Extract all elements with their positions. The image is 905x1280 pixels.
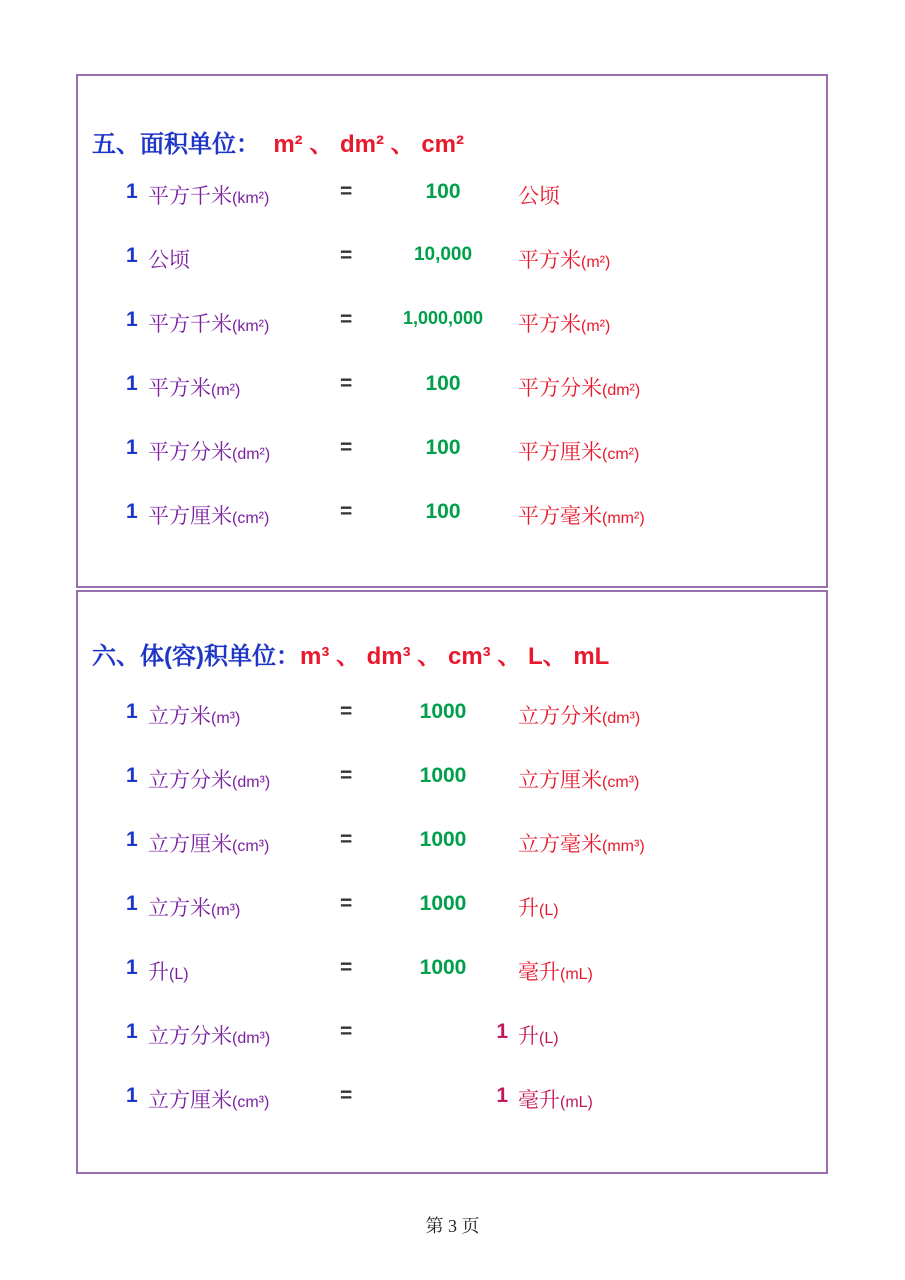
row-left-unit: 立方米(m³) [148,705,241,728]
row-right-unit: 升(L) [518,897,559,920]
row-number: 1 [126,1020,138,1043]
row-value: 1000 [419,892,467,915]
section-area-title-seq: 五、 [92,131,140,158]
row-left-unit: 平方千米(km²) [148,185,270,208]
table-row [78,436,826,476]
row-right-unit: 毫升(mL) [518,961,593,984]
row-equals: = [340,244,353,267]
row-number: 1 [126,308,138,331]
row-equals: = [340,828,353,851]
row-value: 1000 [419,956,467,979]
row-equals: = [340,500,353,523]
row-value: 1,000,000 [402,308,484,328]
row-equals: = [340,372,353,395]
table-row [78,1084,826,1124]
row-number: 1 [126,500,138,523]
table-row [78,308,826,348]
row-left-unit: 立方厘米(cm³) [148,833,270,856]
row-value: 1 [496,1084,508,1107]
section-volume-title-main: 体(容)积单位： [140,643,300,670]
row-left-unit: 平方千米(km²) [148,313,270,336]
section-volume-units [76,590,828,1174]
row-left-unit: 公顷 [148,249,190,272]
row-value: 1000 [419,700,467,723]
table-row [78,244,826,284]
table-row [78,700,826,740]
section-area-title [92,124,464,159]
row-equals: = [340,308,353,331]
row-equals: = [340,764,353,787]
row-equals: = [340,1084,353,1107]
page-footer: 第 3 页 [425,1216,480,1236]
row-value: 1 [496,1020,508,1043]
row-value: 100 [425,436,461,459]
row-equals: = [340,436,353,459]
row-left-unit: 立方分米(dm³) [148,769,271,792]
row-right-unit: 公顷 [518,185,560,208]
table-row [78,500,826,540]
section-volume-title [92,636,609,671]
row-number: 1 [126,892,138,915]
row-right-unit: 平方米(m²) [518,313,611,336]
section-volume-title-seq: 六、 [92,643,140,670]
row-left-unit: 升(L) [148,961,189,984]
table-row [78,956,826,996]
row-value: 100 [425,180,461,203]
row-value: 1000 [419,828,467,851]
row-number: 1 [126,180,138,203]
row-left-unit: 立方分米(dm³) [148,1025,271,1048]
row-value: 10,000 [413,244,473,265]
row-equals: = [340,1020,353,1043]
table-row [78,828,826,868]
row-right-unit: 平方厘米(cm²) [518,441,640,464]
row-value: 1000 [419,764,467,787]
row-right-unit: 平方米(m²) [518,249,611,272]
table-row [78,372,826,412]
row-right-unit: 平方毫米(mm²) [518,505,645,528]
table-row [78,892,826,932]
table-row [78,180,826,220]
row-right-unit: 平方分米(dm²) [518,377,641,400]
row-value: 100 [425,372,461,395]
row-right-unit: 毫升(mL) [518,1089,593,1112]
row-equals: = [340,892,353,915]
row-left-unit: 平方米(m²) [148,377,241,400]
row-number: 1 [126,372,138,395]
table-row [78,764,826,804]
row-number: 1 [126,436,138,459]
row-equals: = [340,700,353,723]
section-volume-title-units: m³ 、 dm³ 、 cm³ 、 L、 mL [299,643,610,670]
row-number: 1 [126,700,138,723]
section-area-title-main: 面积单位： [140,131,260,158]
section-area-title-units: m² 、 dm² 、 cm² [273,131,465,158]
section-area-units [76,74,828,588]
row-right-unit: 立方厘米(cm³) [518,769,640,792]
row-number: 1 [126,244,138,267]
row-equals: = [340,956,353,979]
row-number: 1 [126,1084,138,1107]
row-number: 1 [126,828,138,851]
row-left-unit: 平方分米(dm²) [148,441,271,464]
row-value: 100 [425,500,461,523]
row-number: 1 [126,764,138,787]
row-number: 1 [126,956,138,979]
table-row [78,1020,826,1060]
row-left-unit: 立方米(m³) [148,897,241,920]
row-right-unit: 立方毫米(mm³) [518,833,645,856]
row-left-unit: 立方厘米(cm³) [148,1089,270,1112]
row-left-unit: 平方厘米(cm²) [148,505,270,528]
row-right-unit: 升(L) [518,1025,559,1048]
row-right-unit: 立方分米(dm³) [518,705,641,728]
row-equals: = [340,180,353,203]
